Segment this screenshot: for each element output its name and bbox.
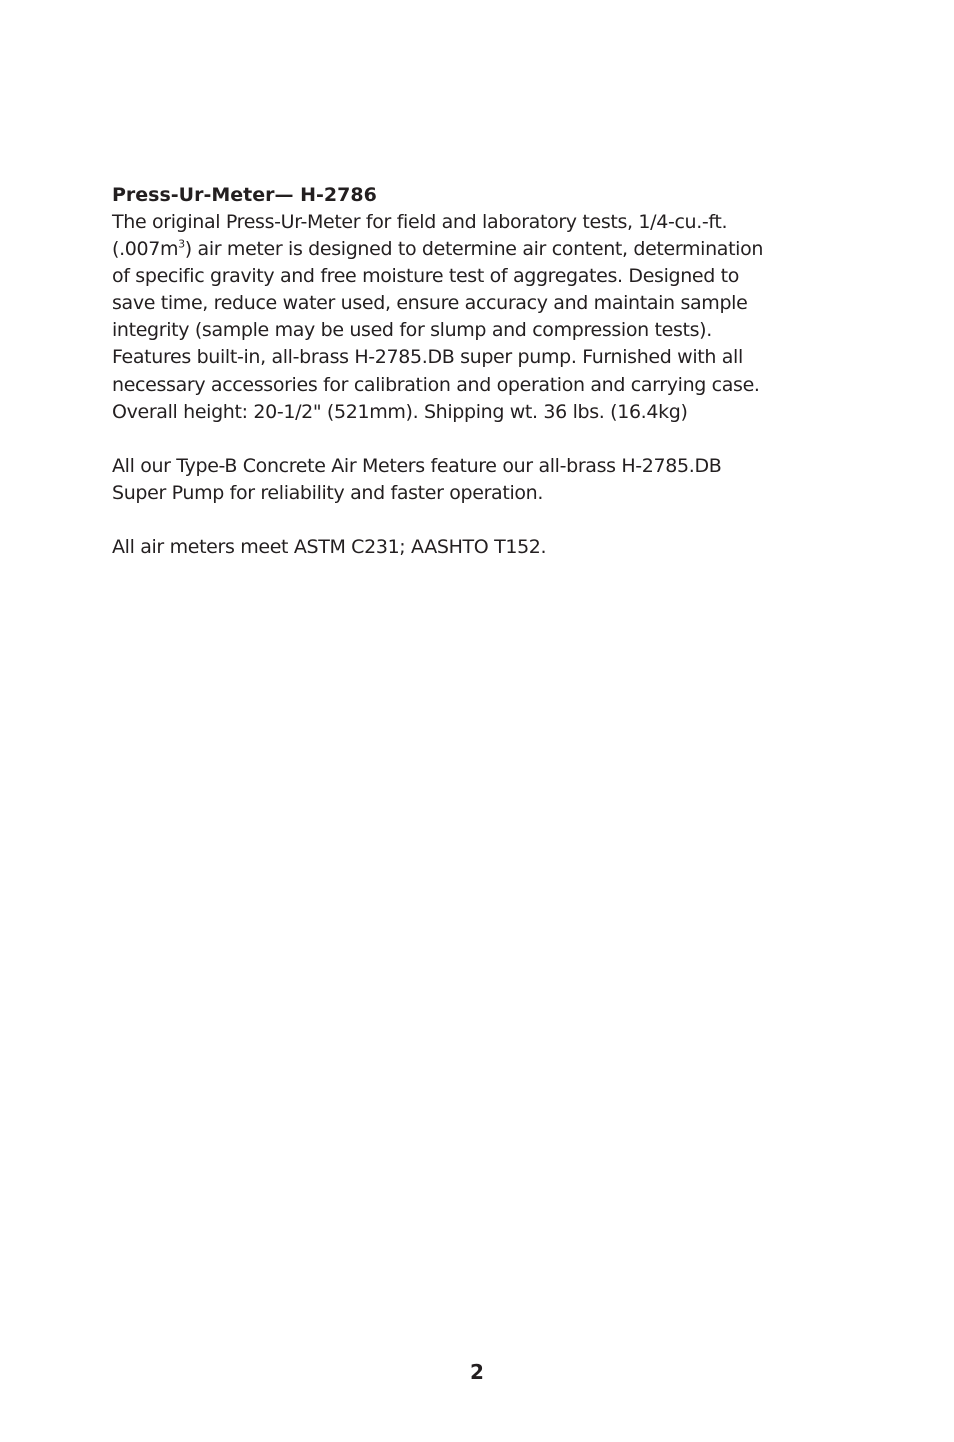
- section-heading: Press-Ur-Meter— H-2786: [112, 184, 377, 206]
- text-line: save time, reduce water used, ensure accuracy and maintain sample: [112, 292, 748, 315]
- text-line: All our Type-B Concrete Air Meters feature our all-brass H-2785.DB: [112, 454, 722, 477]
- text-line: All air meters meet ASTM C231; AASHTO T152.: [112, 535, 547, 558]
- text-line: Overall height: 20-1/2" (521mm). Shipping wt. 36 lbs. (16.4kg): [112, 400, 688, 423]
- page-number: 2: [470, 1360, 484, 1384]
- text-fragment: ) air meter is designed to determine air content, determination: [184, 238, 764, 261]
- text-fragment: (.007m: [112, 238, 179, 261]
- pump-paragraph: [112, 453, 852, 507]
- text-line: The original Press-Ur-Meter for field and laboratory tests, 1/4-cu.-ft.: [112, 211, 728, 233]
- superscript: 3: [178, 237, 185, 251]
- text-line: Super Pump for reliability and faster operation.: [112, 481, 544, 504]
- text-line: [112, 236, 852, 263]
- text-line: integrity (sample may be used for slump and compression tests).: [112, 319, 712, 342]
- document-body: [112, 182, 852, 561]
- standards-paragraph: [112, 534, 852, 561]
- text-line: necessary accessories for calibration and operation and carrying case.: [112, 373, 760, 396]
- description-paragraph: [112, 209, 852, 426]
- text-line: Features built-in, all-brass H-2785.DB super pump. Furnished with all: [112, 346, 743, 369]
- text-line: of specific gravity and free moisture test of aggregates. Designed to: [112, 265, 740, 288]
